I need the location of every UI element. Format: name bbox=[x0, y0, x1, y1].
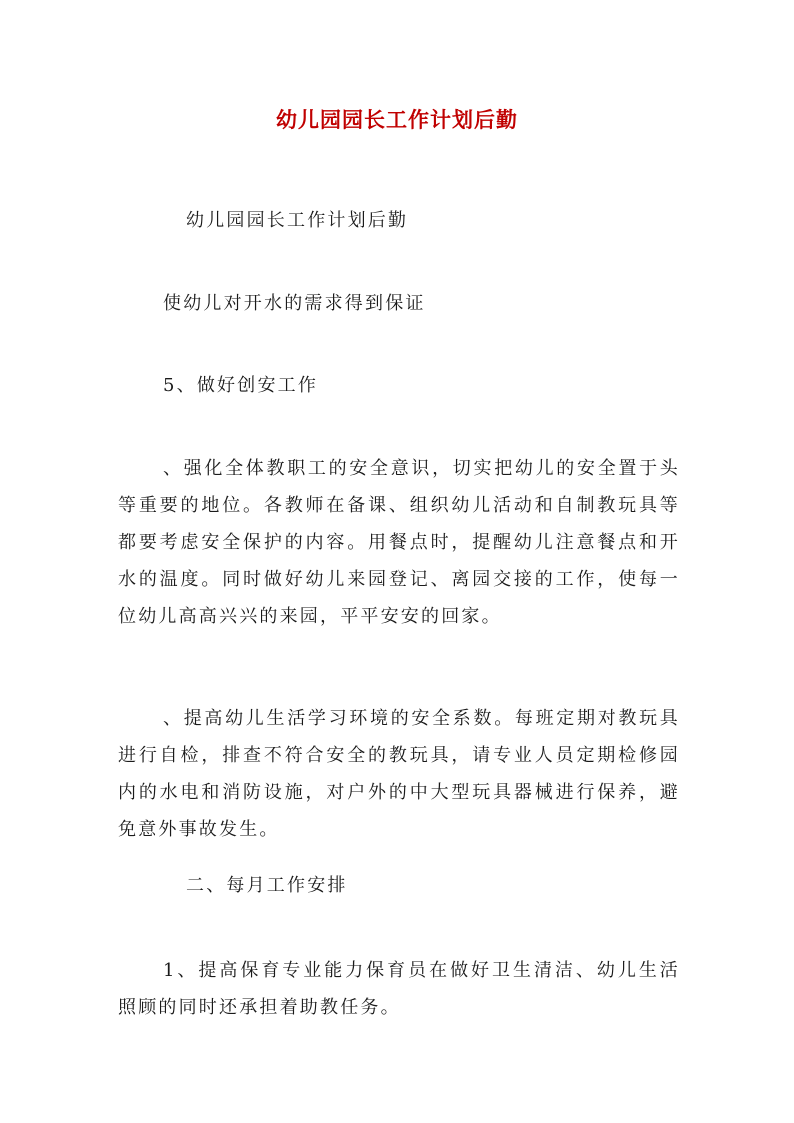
paragraph-safety-awareness: 、强化全体教职工的安全意识，切实把幼儿的安全置于头等重要的地位。各教师在备课、组织幼儿活动和自制教玩具等都要考虑安全保护的内容。用餐点时，提醒幼儿注意餐点和开水的温度。同时做好幼儿来园登记、离园交接的工作，使每一位幼儿高高兴兴的来园，平平安安的回家。 bbox=[118, 458, 680, 627]
document-title: 幼儿园园长工作计划后勤 bbox=[276, 107, 518, 132]
paragraph-monthly-heading: 二、每月工作安排 bbox=[186, 875, 348, 896]
paragraph-safety-environment: 、提高幼儿生活学习环境的安全系数。每班定期对教玩具进行自检，排查不符合安全的教玩具，请专业人员定期检修园内的水电和消防设施，对户外的中大型玩具器械进行保养，避免意外事故发生。 bbox=[118, 708, 680, 840]
paragraph-water: 使幼儿对开水的需求得到保证 bbox=[163, 293, 426, 314]
paragraph-safety-heading: 5、做好创安工作 bbox=[163, 375, 319, 396]
subtitle-paragraph: 幼儿园园长工作计划后勤 bbox=[186, 210, 409, 231]
paragraph-monthly-item-1: 1、提高保育专业能力保育员在做好卫生清洁、幼儿生活照顾的同时还承担着助教任务。 bbox=[118, 960, 680, 1018]
